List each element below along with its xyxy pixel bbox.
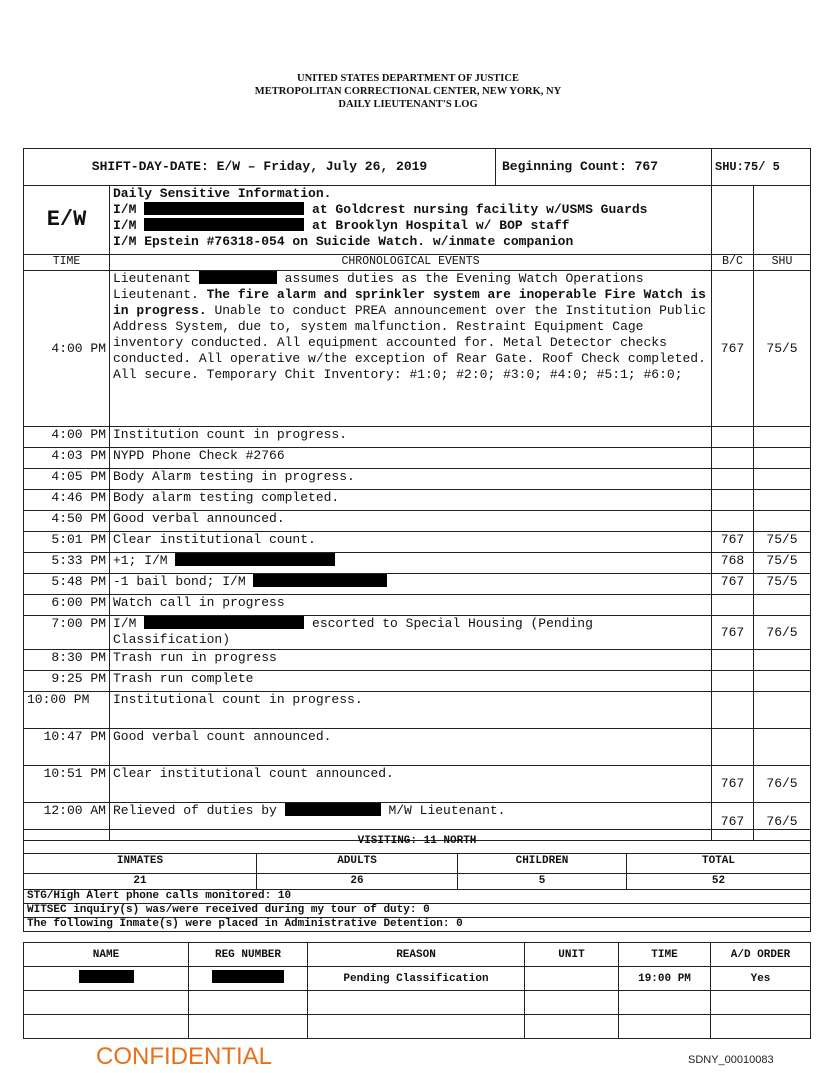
entry-text: escorted to Special Housing (Pending Classification)	[113, 616, 593, 647]
entry-bc	[712, 511, 754, 532]
redaction-block	[144, 202, 304, 215]
visiting-children: 5	[458, 874, 627, 890]
entry-text: Relieved of duties by	[113, 803, 277, 818]
entry-time: 4:00 PM	[24, 271, 110, 427]
entry-bc	[712, 595, 754, 616]
col-header-bc: B/C	[712, 255, 754, 271]
empty-cell	[189, 991, 308, 1015]
empty-cell	[525, 991, 619, 1015]
entry-time: 10:00 PM	[24, 692, 110, 729]
empty-cell	[189, 1015, 308, 1039]
sensitive-line-1-suffix: at Goldcrest nursing facility w/USMS Guards	[312, 202, 648, 217]
detention-header-order: A/D ORDER	[711, 943, 811, 967]
detention-header-reg: REG NUMBER	[189, 943, 308, 967]
entry-time: 5:01 PM	[24, 532, 110, 553]
detention-header-unit: UNIT	[525, 943, 619, 967]
entry-shu	[754, 448, 811, 469]
entry-text: Unable to conduct PREA announcement over the Institution Public Address System, due to, system malfunction. Restraint Equipment Cage inventory conducted. All equipment accounted for. Metal Detector checks conducted. All operative w/the exception of Rear Gate. Roof Check completed. All secure. Temporary Chit Inventory: #1:0; #2:0; #3:0; #4:0; #5:1; #6:0;	[113, 303, 706, 382]
sensitive-line-2-suffix: at Brooklyn Hospital w/ BOP staff	[312, 218, 570, 233]
entry-time: 4:46 PM	[24, 490, 110, 511]
entry-event	[110, 574, 712, 595]
shift-code: E/W	[24, 186, 110, 255]
entry-event: Watch call in progress	[110, 595, 712, 616]
entry-shu	[754, 729, 811, 766]
entry-time: 10:47 PM	[24, 729, 110, 766]
lieutenant-log-table	[23, 148, 811, 841]
empty-cell	[711, 991, 811, 1015]
entry-event: Clear institutional count announced.	[110, 766, 712, 803]
entry-event	[110, 616, 712, 650]
sensitive-line-1-prefix: I/M	[113, 202, 137, 217]
empty-cell	[754, 186, 811, 255]
entry-text: +1; I/M	[113, 553, 168, 568]
entry-bc: 767	[712, 803, 754, 841]
visiting-header-children: CHILDREN	[458, 854, 627, 874]
entry-shu: 76/5	[754, 616, 811, 650]
visiting-inmates: 21	[24, 874, 257, 890]
redaction-block	[144, 218, 304, 231]
entry-text: -1 bail bond; I/M	[113, 574, 246, 589]
sensitive-line-3: I/M Epstein #76318-054 on Suicide Watch. w/inmate companion	[113, 234, 574, 249]
visiting-header-inmates: INMATES	[24, 854, 257, 874]
sensitive-line-1	[113, 202, 708, 218]
entry-time: 7:00 PM	[24, 616, 110, 650]
empty-cell	[24, 1015, 189, 1039]
entry-time: 4:00 PM	[24, 427, 110, 448]
entry-time: 8:30 PM	[24, 650, 110, 671]
entry-shu	[754, 469, 811, 490]
entry-event: Good verbal count announced.	[110, 729, 712, 766]
entry-event	[110, 553, 712, 574]
entry-bc	[712, 490, 754, 511]
bates-number: SDNY_00010083	[688, 1054, 774, 1066]
entry-text: assumes duties as the Evening Watch Operations Lieutenant.	[113, 271, 644, 302]
detention-time: 19:00 PM	[619, 967, 711, 991]
entry-time: 10:51 PM	[24, 766, 110, 803]
entry-bc: 768	[712, 553, 754, 574]
sensitive-info	[110, 186, 712, 255]
fire-alarm-notice: The fire alarm and sprinkler system are inoperable Fire Watch is in progress.	[113, 287, 706, 318]
entry-shu: 75/5	[754, 553, 811, 574]
redaction-block	[285, 803, 381, 816]
entry-time: 4:50 PM	[24, 511, 110, 532]
entry-shu	[754, 595, 811, 616]
entry-time: 9:25 PM	[24, 671, 110, 692]
detention-header-reason: REASON	[308, 943, 525, 967]
entry-bc	[712, 448, 754, 469]
detention-reason: Pending Classification	[308, 967, 525, 991]
detention-reg	[189, 967, 308, 991]
entry-shu: 75/5	[754, 271, 811, 427]
col-header-events: CHRONOLOGICAL EVENTS	[110, 255, 712, 271]
empty-cell	[525, 1015, 619, 1039]
visiting-table	[23, 829, 811, 932]
entry-bc	[712, 650, 754, 671]
entry-bc: 767	[712, 532, 754, 553]
entry-text: I/M	[113, 616, 137, 631]
entry-text: Lieutenant	[113, 271, 192, 286]
admin-detention-summary: The following Inmate(s) were placed in Administrative Detention: 0	[24, 918, 811, 932]
entry-bc	[712, 671, 754, 692]
witsec-inquiries: WITSEC inquiry(s) was/were received during my tour of duty: 0	[24, 904, 811, 918]
entry-bc	[712, 692, 754, 729]
entry-bc	[712, 427, 754, 448]
entry-shu	[754, 511, 811, 532]
visiting-header-total: TOTAL	[627, 854, 811, 874]
empty-cell	[619, 1015, 711, 1039]
entry-event	[110, 271, 712, 427]
entry-event: Trash run in progress	[110, 650, 712, 671]
entry-event: NYPD Phone Check #2766	[110, 448, 712, 469]
entry-bc: 767	[712, 766, 754, 803]
entry-time: 4:03 PM	[24, 448, 110, 469]
sensitive-line-2-prefix: I/M	[113, 218, 137, 233]
col-header-time: TIME	[24, 255, 110, 271]
entry-shu	[754, 671, 811, 692]
entry-event: Trash run complete	[110, 671, 712, 692]
entry-shu	[754, 692, 811, 729]
redaction-block	[212, 970, 284, 983]
document-header	[0, 72, 816, 111]
entry-shu: 76/5	[754, 803, 811, 841]
visiting-adults: 26	[257, 874, 458, 890]
shu-count: SHU:75/ 5	[712, 149, 811, 186]
empty-cell	[308, 1015, 525, 1039]
detention-header-name: NAME	[24, 943, 189, 967]
entry-time: 5:33 PM	[24, 553, 110, 574]
entry-event: Good verbal announced.	[110, 511, 712, 532]
beginning-count: Beginning Count: 767	[496, 149, 712, 186]
entry-shu	[754, 650, 811, 671]
entry-text: M/W Lieutenant.	[388, 803, 506, 818]
entry-shu: 75/5	[754, 574, 811, 595]
redaction-block	[253, 574, 387, 587]
entry-bc: 767	[712, 271, 754, 427]
entry-time: 12:00 AM	[24, 803, 110, 841]
empty-cell	[24, 991, 189, 1015]
entry-bc: 767	[712, 574, 754, 595]
entry-bc: 767	[712, 616, 754, 650]
entry-event: Institution count in progress.	[110, 427, 712, 448]
redaction-block	[144, 616, 304, 629]
confidential-stamp: CONFIDENTIAL	[96, 1043, 273, 1070]
entry-shu: 75/5	[754, 532, 811, 553]
visiting-title: VISITING: 11 NORTH	[24, 830, 811, 854]
entry-event: Institutional count in progress.	[110, 692, 712, 729]
visiting-total: 52	[627, 874, 811, 890]
empty-cell	[712, 186, 754, 255]
empty-cell	[711, 1015, 811, 1039]
sensitive-title: Daily Sensitive Information.	[113, 186, 332, 201]
header-line-3: DAILY LIEUTENANT'S LOG	[338, 99, 478, 110]
redaction-block	[199, 271, 277, 284]
empty-cell	[308, 991, 525, 1015]
empty-cell	[619, 991, 711, 1015]
detention-header-time: TIME	[619, 943, 711, 967]
entry-time: 6:00 PM	[24, 595, 110, 616]
shift-day-date: SHIFT-DAY-DATE: E/W – Friday, July 26, 2019	[24, 149, 496, 186]
entry-bc	[712, 469, 754, 490]
entry-time: 5:48 PM	[24, 574, 110, 595]
detention-order: Yes	[711, 967, 811, 991]
sensitive-line-2	[113, 218, 708, 234]
entry-shu	[754, 490, 811, 511]
header-line-1: UNITED STATES DEPARTMENT OF JUSTICE	[297, 73, 519, 84]
entry-time: 4:05 PM	[24, 469, 110, 490]
entry-shu: 76/5	[754, 766, 811, 803]
redaction-block	[79, 970, 134, 983]
entry-event: Body Alarm testing in progress.	[110, 469, 712, 490]
col-header-shu: SHU	[754, 255, 811, 271]
detention-name	[24, 967, 189, 991]
visiting-header-adults: ADULTS	[257, 854, 458, 874]
entry-bc	[712, 729, 754, 766]
entry-event: Clear institutional count.	[110, 532, 712, 553]
admin-detention-table	[23, 942, 811, 1039]
stg-phone-calls: STG/High Alert phone calls monitored: 10	[24, 890, 811, 904]
header-line-2: METROPOLITAN CORRECTIONAL CENTER, NEW YORK, NY	[254, 86, 562, 97]
detention-unit	[525, 967, 619, 991]
redaction-block	[175, 553, 335, 566]
entry-event: Body alarm testing completed.	[110, 490, 712, 511]
entry-shu	[754, 427, 811, 448]
